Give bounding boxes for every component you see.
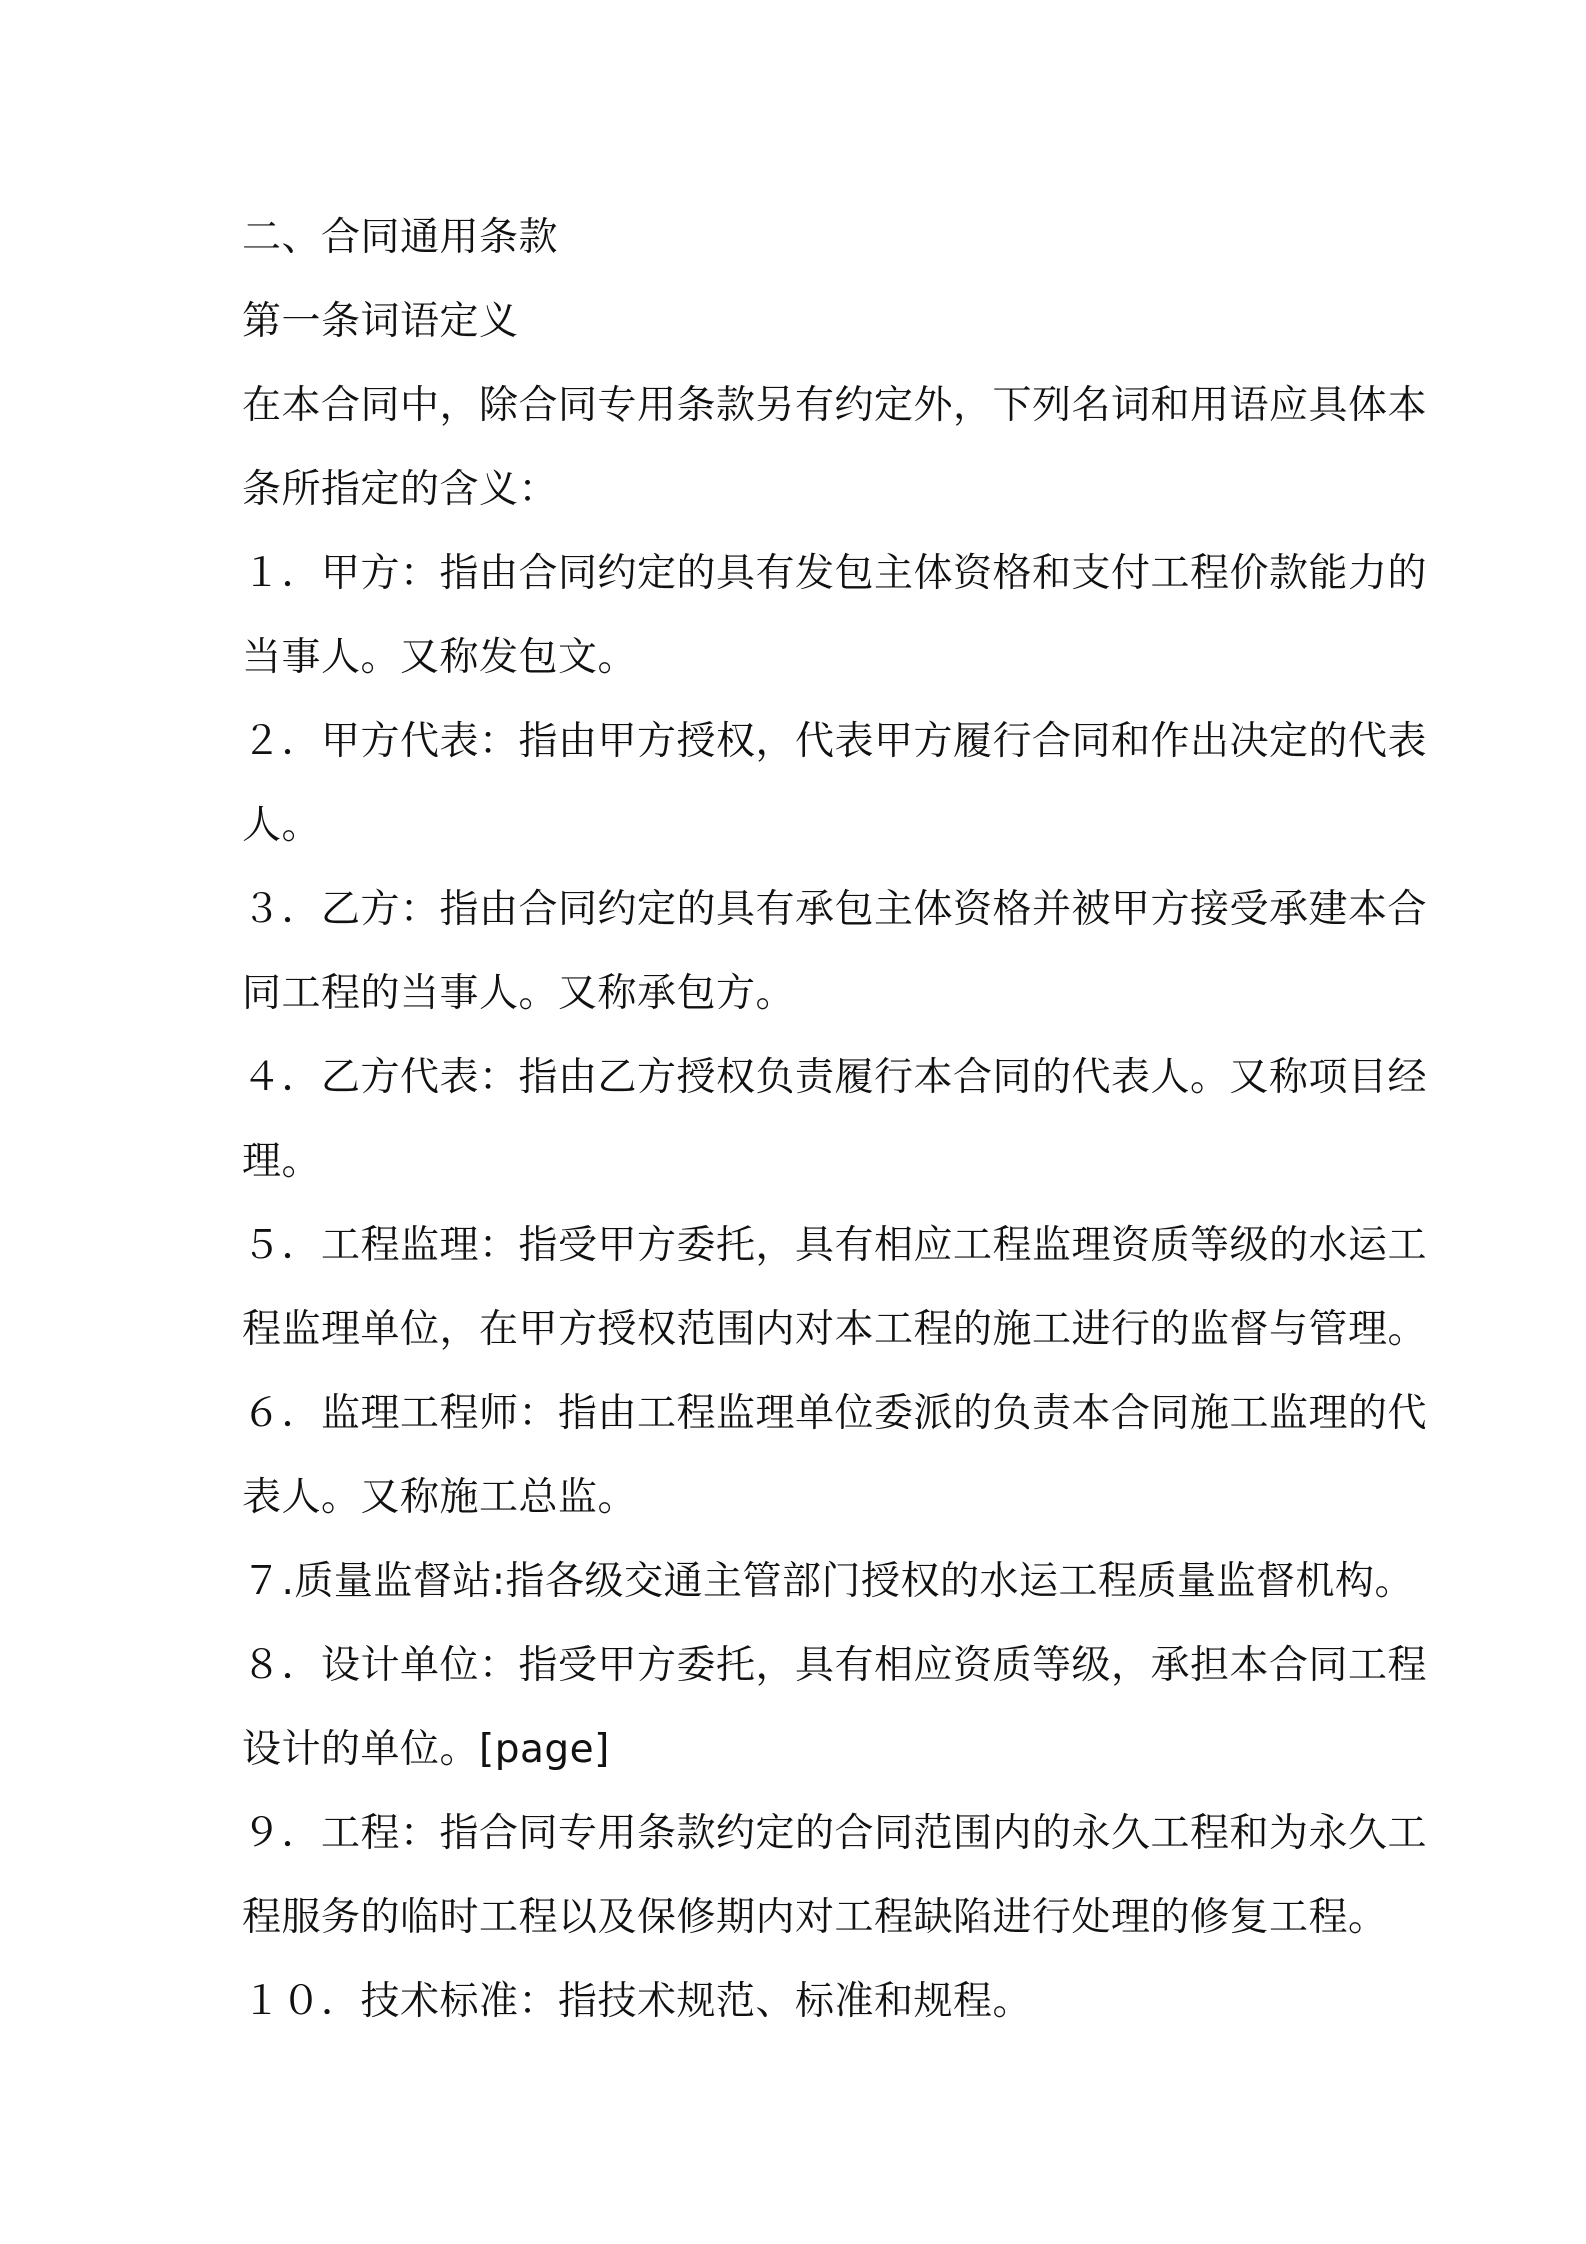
text-line: 设计的单位。[page] <box>242 1727 610 1772</box>
section-title: 二、合同通用条款 <box>242 215 559 260</box>
text-line: 表人。又称施工总监。 <box>242 1475 638 1520</box>
text-line: 条所指定的含义： <box>242 467 559 512</box>
document-body <box>242 196 1428 2044</box>
text-line: ２．甲方代表：指由甲方授权，代表甲方履行合同和作出决定的代表 <box>242 719 1428 764</box>
text-line: 程监理单位，在甲方授权范围内对本工程的施工进行的监督与管理。 <box>242 1307 1428 1352</box>
text-line: ６．监理工程师：指由工程监理单位委派的负责本合同施工监理的代 <box>242 1391 1428 1436</box>
text-line: １．甲方：指由合同约定的具有发包主体资格和支付工程价款能力的 <box>242 551 1428 596</box>
text-line: 人。 <box>242 803 322 848</box>
article-title: 第一条词语定义 <box>242 299 519 344</box>
text-line: ３．乙方：指由合同约定的具有承包主体资格并被甲方接受承建本合 <box>242 887 1428 932</box>
text-line: ４．乙方代表：指由乙方授权负责履行本合同的代表人。又称项目经 <box>242 1055 1428 1100</box>
text-line: ５．工程监理：指受甲方委托，具有相应工程监理资质等级的水运工 <box>242 1223 1428 1268</box>
text-line: ８．设计单位：指受甲方委托，具有相应资质等级，承担本合同工程 <box>242 1643 1428 1688</box>
text-line: 理。 <box>242 1139 322 1184</box>
text-line: １０．技术标准：指技术规范、标准和规程。 <box>242 1979 1033 2024</box>
text-line: 在本合同中，除合同专用条款另有约定外，下列名词和用语应具体本 <box>242 383 1428 428</box>
text-line: 程服务的临时工程以及保修期内对工程缺陷进行处理的修复工程。 <box>242 1895 1388 1940</box>
text-line: ９．工程：指合同专用条款约定的合同范围内的永久工程和为永久工 <box>242 1811 1428 1856</box>
text-line: 同工程的当事人。又称承包方。 <box>242 971 796 1016</box>
text-line: ７.质量监督站:指各级交通主管部门授权的水运工程质量监督机构。 <box>242 1559 1415 1604</box>
text-line: 当事人。又称发包文。 <box>242 635 638 680</box>
